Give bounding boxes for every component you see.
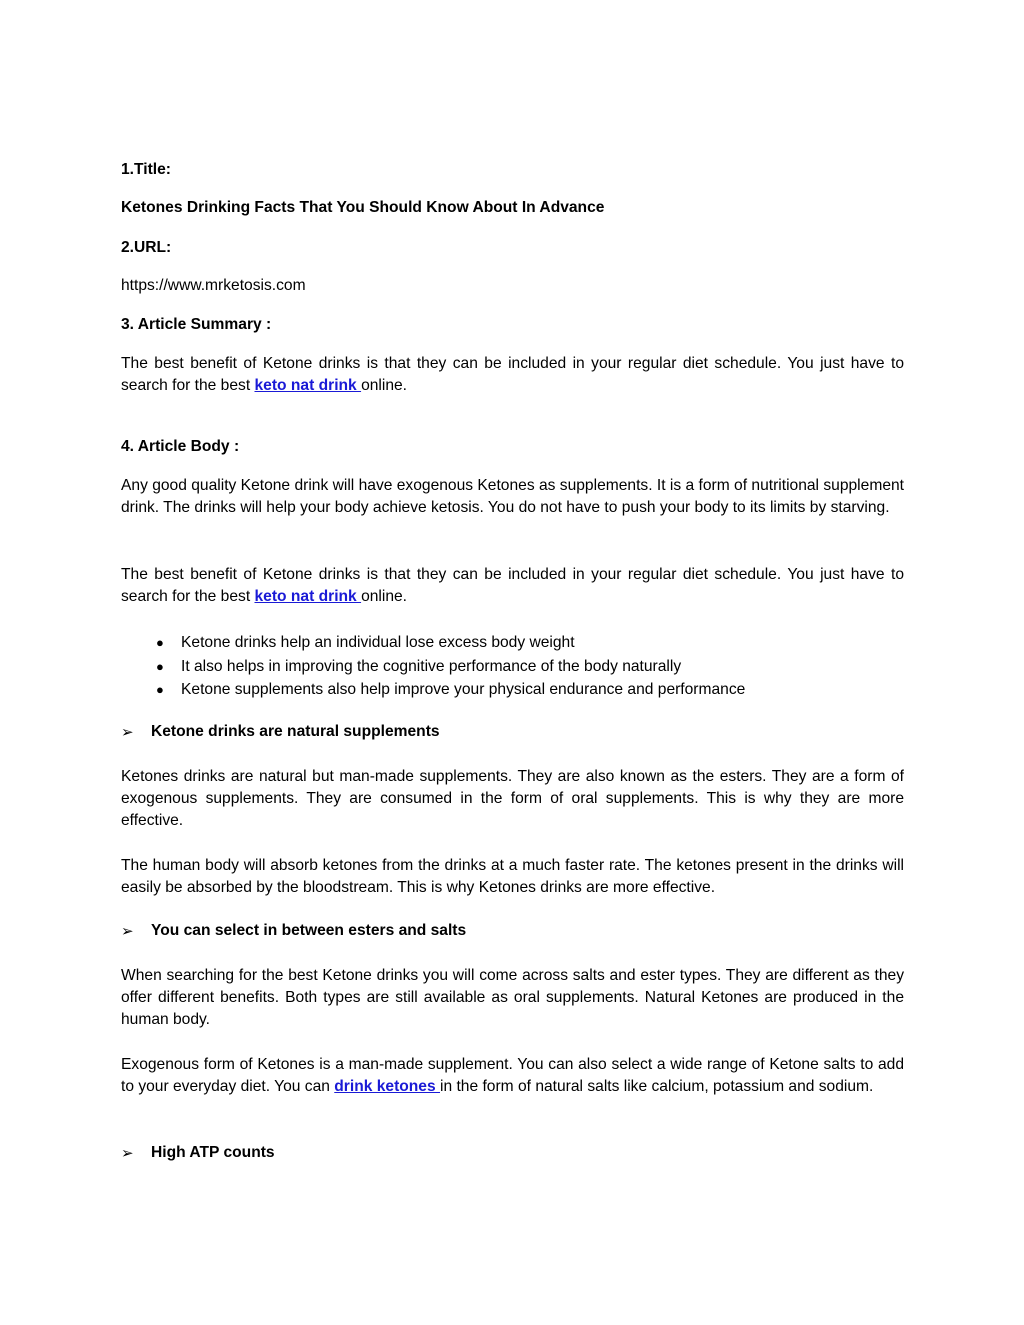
- body-paragraph-1: Any good quality Ketone drink will have exogenous Ketones as supplements. It is a form of nutritional supplement drink. The drinks will help your body achieve ketosis. You do not have to push your body to its limits by starving.: [121, 477, 904, 516]
- bullet-icon: ●: [156, 682, 164, 697]
- url-text: https://www.mrketosis.com: [121, 277, 306, 294]
- summary-paragraph: [121, 353, 904, 397]
- list-item: ● Ketone supplements also help improve your physical endurance and performance: [156, 681, 746, 698]
- drink-ketones-link[interactable]: drink ketones: [334, 1078, 440, 1095]
- keto-nat-drink-link[interactable]: keto nat drink: [254, 377, 362, 394]
- body-paragraph-2: [121, 564, 904, 608]
- benefits-list: [121, 633, 904, 704]
- body-p2-before: The best benefit of Ketone drinks is that they can be included in your regular diet schedule. You just have to search for the best: [121, 566, 904, 605]
- bullet-icon: ●: [156, 635, 164, 650]
- body-p6-before: Exogenous form of Ketones is a man-made supplement. You can also select a wide range of Ketone salts to add to your everyday diet. You can: [121, 1056, 904, 1095]
- arrow-bullet-icon: ➢: [121, 1145, 134, 1162]
- body-paragraph-5: When searching for the best Ketone drinks you will come across salts and ester types. They are different as they offer different benefits. Both types are still available as oral supplements. Natural Ketones are produced in the human body.: [121, 967, 904, 1028]
- keto-nat-drink-link-2[interactable]: keto nat drink: [254, 588, 362, 605]
- body-paragraph-4: The human body will absorb ketones from the drinks at a much faster rate. The ketones present in the drinks will easily be absorbed by the bloodstream. This is why Ketones drinks are more effective.: [121, 857, 904, 896]
- summary-text-after: online.: [361, 377, 408, 394]
- summary-text-before: The best benefit of Ketone drinks is that they can be included in your regular diet schedule. You just have to search for the best: [121, 355, 904, 394]
- body-paragraph-3: Ketones drinks are natural but man-made supplements. They are also known as the esters. They are a form of exogenous supplements. They are consumed in the form of oral supplements. This is why they are more effective.: [121, 768, 904, 829]
- body-p2-after: online.: [361, 588, 408, 605]
- summary-label: 3. Article Summary :: [121, 316, 272, 333]
- arrow-bullet-icon: ➢: [121, 724, 134, 741]
- title-label: 1.Title:: [121, 161, 171, 178]
- bullet-icon: ●: [156, 658, 164, 674]
- body-paragraph-6: [121, 1054, 904, 1098]
- body-label: 4. Article Body :: [121, 438, 240, 455]
- list-item: ● It also helps in improving the cognitive performance of the body naturally: [156, 657, 682, 675]
- body-p6-after: in the form of natural salts like calcium, potassium and sodium.: [440, 1078, 874, 1095]
- list-item: ● Ketone drinks help an individual lose excess body weight: [156, 634, 575, 651]
- url-label: 2.URL:: [121, 239, 172, 256]
- arrow-bullet-icon: ➢: [121, 923, 134, 940]
- article-title: Ketones Drinking Facts That You Should Know About In Advance: [121, 199, 605, 216]
